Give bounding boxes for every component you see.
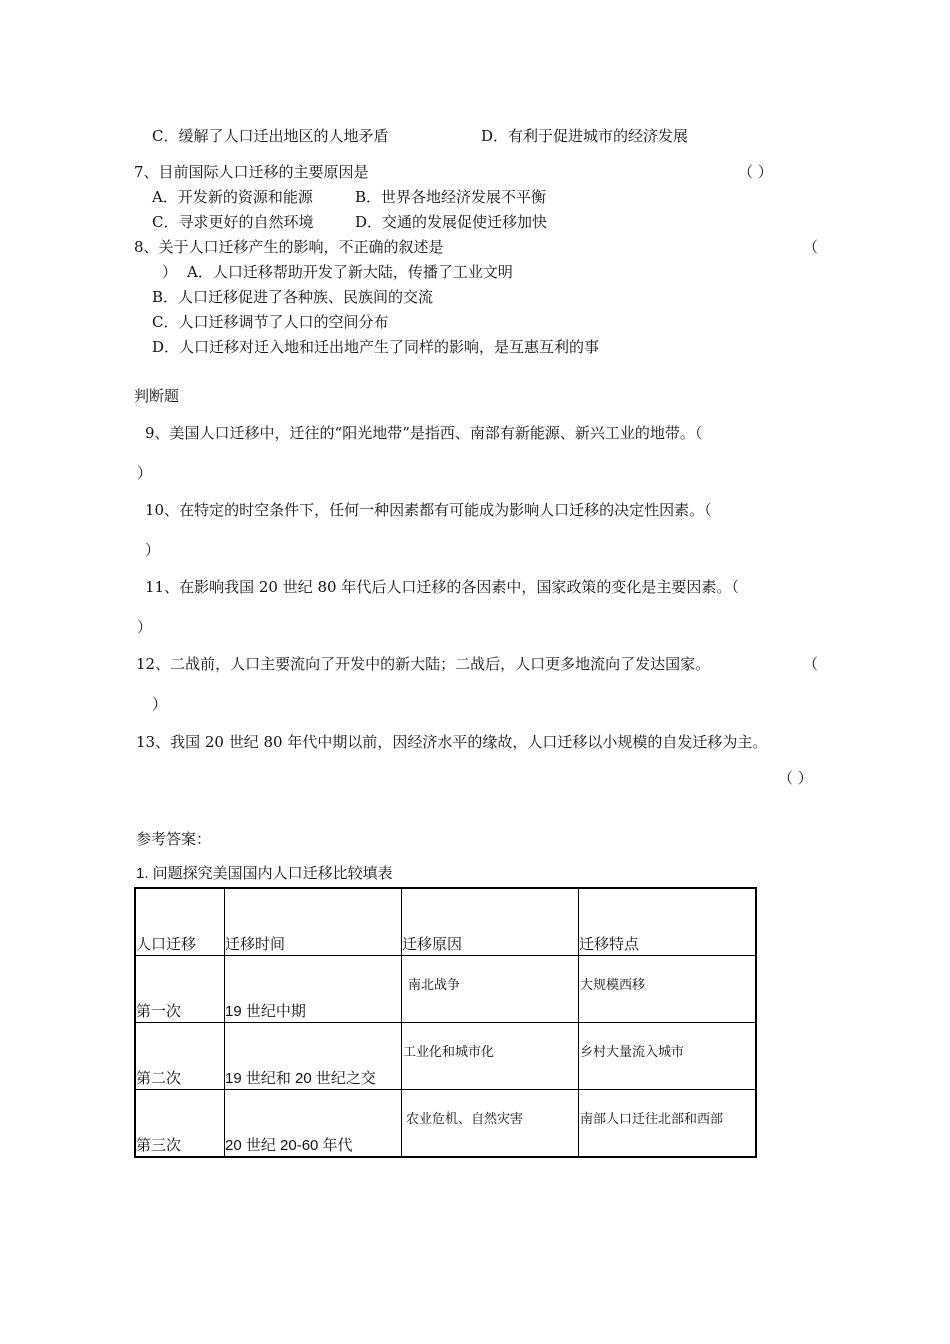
q6-option-d: D．有利于促进城市的经济发展 [481,127,689,145]
q7-option-a: A．开发新的资源和能源 [152,188,313,206]
table-header-cell [579,888,757,956]
q8-paren-close: ） [162,263,178,281]
cell-text: 南北战争 [408,977,461,992]
table-header-cell [402,888,579,956]
q13-answer-paren: （ ） [778,769,813,787]
cell-text: 南部人口迁往北部和西部 [580,1111,724,1126]
q8-paren-open: （ [803,238,819,256]
table-cell [225,1090,402,1158]
table-cell [579,956,757,1023]
table-cell [225,956,402,1023]
table-cell [579,1090,757,1158]
q9-text: 9、美国人口迁移中，迁往的“阳光地带”是指西、南部有新能源、新兴工业的地带。（ [145,424,703,442]
q10-text: 10、在特定的时空条件下，任何一种因素都有可能成为影响人口迁移的决定性因素。（ [145,501,712,519]
cell-text: 大规模西移 [580,977,646,992]
table-header-cell [225,888,402,956]
cell-text: 第三次 [136,1137,182,1154]
table-cell [402,956,579,1023]
q7-stem: 7、目前国际人口迁移的主要原因是 [134,163,369,181]
q8-option-d: D．人口迁移对迁入地和迁出地产生了同样的影响，是互惠互利的事 [152,338,600,356]
q7-option-b: B．世界各地经济发展不平衡 [355,188,547,206]
table-header-cell [135,888,225,956]
table-row [135,956,756,1023]
q12-text: 12、二战前，人口主要流向了开发中的新大陆；二战后，人口更多地流向了发达国家。 [136,655,711,673]
q8-stem: 8、关于人口迁移产生的影响，不正确的叙述是 [134,238,444,256]
cell-text: 第二次 [136,1070,182,1087]
q7-option-d: D．交通的发展促使迁移加快 [355,213,548,231]
table-cell [225,1023,402,1090]
q12-paren-close: ） [152,695,168,713]
table-cell [402,1090,579,1158]
table-cell [135,956,225,1023]
q7-option-c: C．寻求更好的自然环境 [152,213,314,231]
q11-text: 11、在影响我国 20 世纪 80 年代后人口迁移的各因素中，国家政策的变化是主要因素。（ [145,578,739,596]
table-row [135,1090,756,1158]
q11-paren-close: ） [137,618,153,636]
q8-option-b: B．人口迁移促进了各种族、民族间的交流 [152,288,434,306]
header-text: 人口迁移 [136,936,197,953]
cell-text: 19 世纪和 20 世纪之交 [225,1070,376,1087]
q13-text: 13、我国 20 世纪 80 年代中期以前，因经济水平的缘故，人口迁移以小规模的自发迁移为主。 [136,733,768,751]
q12-paren-open: （ [803,655,819,673]
answer-1-title: 1. 问题探究美国国内人口迁移比较填表 [136,865,393,882]
cell-text: 工业化和城市化 [403,1044,495,1059]
cell-text: 第一次 [136,1003,182,1020]
q8-option-a: A．人口迁移帮助开发了新大陆，传播了工业文明 [187,263,513,281]
cell-text: 20 世纪 20-60 年代 [225,1137,353,1154]
table-cell [402,1023,579,1090]
header-text: 迁移特点 [579,936,640,953]
cell-text: 乡村大量流入城市 [580,1044,685,1059]
cell-text: 农业危机、自然灾害 [406,1111,524,1126]
migration-comparison-table [134,887,757,1158]
header-text: 迁移时间 [225,936,286,953]
cell-text: 19 世纪中期 [225,1003,306,1020]
q10-paren-close: ） [145,541,161,559]
table-cell [135,1023,225,1090]
header-text: 迁移原因 [402,936,463,953]
table-header-row [135,888,756,956]
table-cell [579,1023,757,1090]
q6-option-c: C．缓解了人口迁出地区的人地矛盾 [152,127,389,145]
answers-heading: 参考答案： [136,830,212,848]
judgement-heading: 判断题 [134,387,180,405]
q9-paren-close: ） [137,464,153,482]
table-row [135,1023,756,1090]
table-cell [135,1090,225,1158]
q7-answer-paren: （ ） [738,163,773,181]
q8-option-c: C．人口迁移调节了人口的空间分布 [152,313,389,331]
